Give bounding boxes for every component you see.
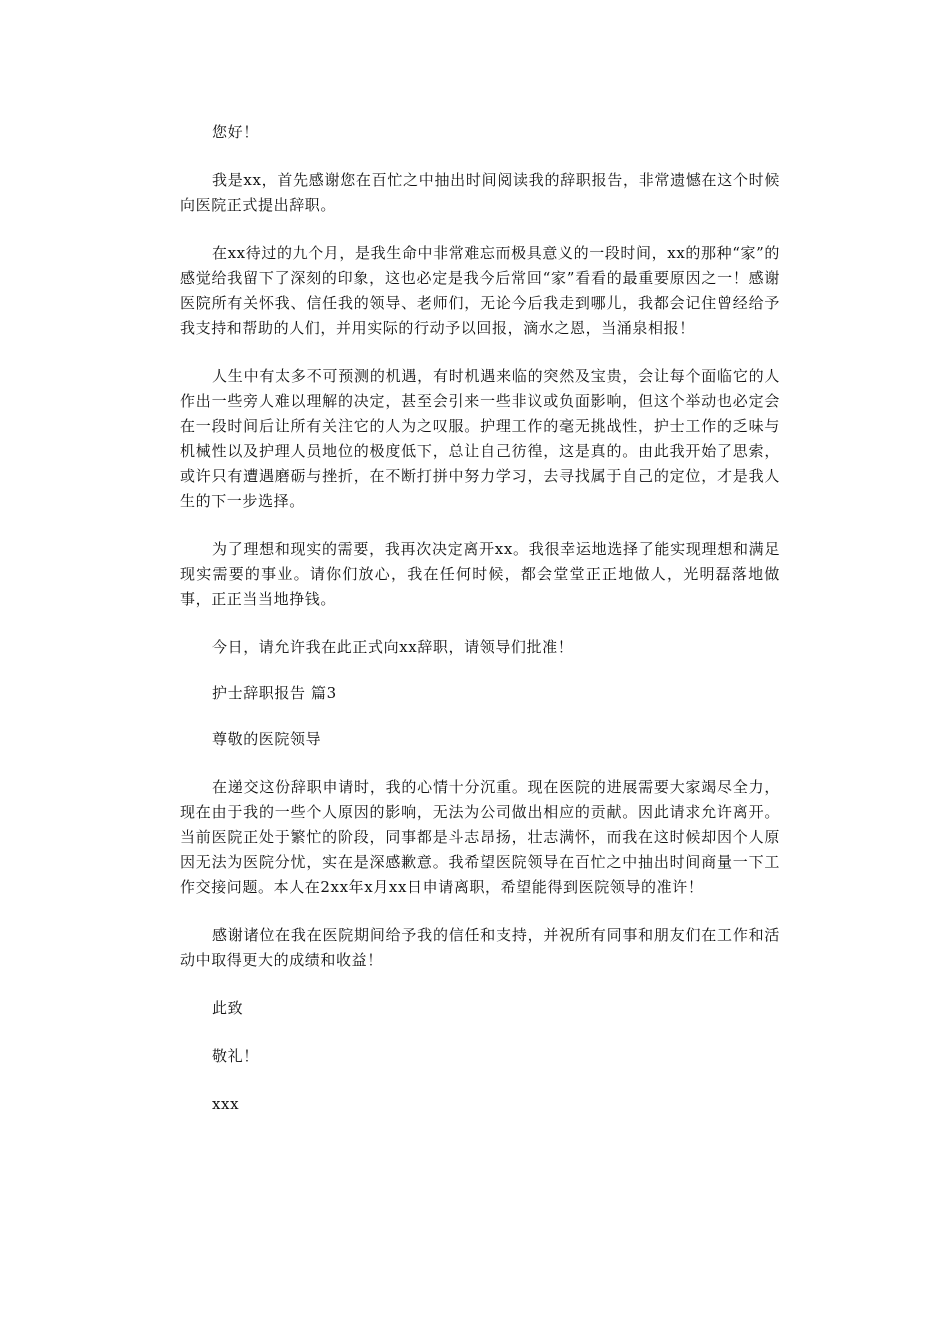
signature: xxx [212, 1095, 240, 1113]
greeting: 您好！ [212, 123, 259, 141]
document-page [180, 120, 780, 1117]
paragraph-gratitude: 在xx待过的九个月，是我生命中非常难忘而极具意义的一段时间，xx的那种“家”的感觉给我留下了深刻的印象，这也必定是我今后常回“家”看看的最重要原因之一！感谢医院所有关怀我、信任我的领导、老师们，无论今后我走到哪儿，我都会记住曾经给予我支持和帮助的人们，并用实际的行动予以回报，滴水之恩，当涌泉相报！ [180, 244, 780, 337]
closing-regards: 敬礼！ [212, 1047, 259, 1065]
closing-phrase: 此致 [212, 999, 244, 1017]
paragraph-request: 今日，请允许我在此正式向xx辞职，请领导们批准！ [212, 638, 574, 656]
paragraph-reason: 人生中有太多不可预测的机遇，有时机遇来临的突然及宝贵，会让每个面临它的人作出一些旁人难以理解的决定，甚至会引来一些非议或负面影响，但这个举动也必定会在一段时间后让所有关注它的人为之叹服。护理工作的毫无挑战性，护士工作的乏味与机械性以及护理人员地位的极度低下，总让自己彷徨，这是真的。由此我开始了思索，或许只有遭遇磨砺与挫折，在不断打拼中努力学习，去寻找属于自己的定位，才是我人生的下一步选择。 [180, 367, 780, 510]
paragraph-intro: 我是xx，首先感谢您在百忙之中抽出时间阅读我的辞职报告，非常遗憾在这个时候向医院正式提出辞职。 [180, 171, 780, 214]
paragraph-application: 在递交这份辞职申请时，我的心情十分沉重。现在医院的进展需要大家竭尽全力，现在由于我的一些个人原因的影响，无法为公司做出相应的贡献。因此请求允许离开。当前医院正处于繁忙的阶段，同事都是斗志昂扬，壮志满怀，而我在这时候却因个人原因无法为医院分忧，实在是深感歉意。我希望医院领导在百忙之中抽出时间商量一下工作交接问题。本人在2xx年x月xx日申请离职，希望能得到医院领导的准许！ [180, 778, 780, 896]
section-heading: 护士辞职报告 篇3 [212, 684, 337, 702]
salutation: 尊敬的医院领导 [212, 730, 322, 748]
paragraph-thanks: 感谢诸位在我在医院期间给予我的信任和支持，并祝所有同事和朋友们在工作和活动中取得更大的成绩和收益！ [180, 926, 780, 969]
paragraph-decision: 为了理想和现实的需要，我再次决定离开xx。我很幸运地选择了能实现理想和满足现实需要的事业。请你们放心，我在任何时候，都会堂堂正正地做人，光明磊落地做事，正正当当地挣钱。 [180, 540, 780, 608]
